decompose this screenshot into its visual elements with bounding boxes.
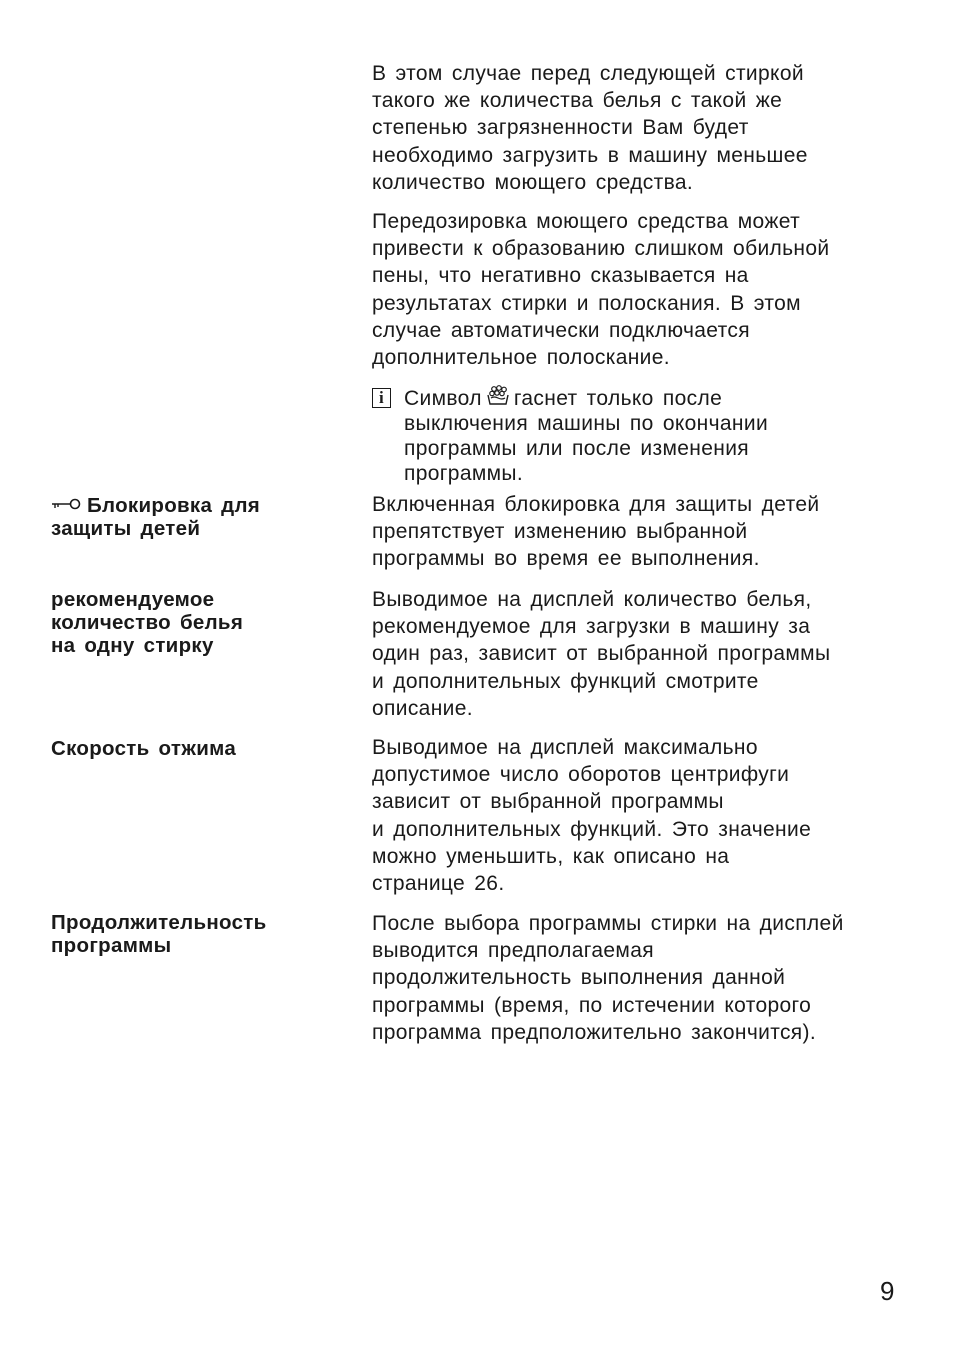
section-heading-program-duration: Продолжительность программы [51,911,267,957]
key-icon [51,498,81,510]
info-icon: i [372,388,391,408]
intro-paragraph-1: В этом случае перед следующей стиркой такого же количества белья с такой же степенью загрязненности Вам будет необходимо загрузить в машину меньшее количество моющего средства. [372,62,808,194]
page-number: 9 [880,1276,895,1306]
section-heading-recommended-load: рекомендуемое количество белья на одну стирку [51,588,244,657]
section-text-recommended-load: Выводимое на дисплей количество белья, рекомендуемое для загрузки в машину за один раз, зависит от выбранной программы и дополнительных функций смотрите описание. [372,588,831,720]
intro-paragraph-2: Передозировка моющего средства может привести к образованию слишком обильной пены, что негативно сказывается на результатах стирки и полоскания. В этом случае автоматически подключается дополнительное полоскание. [372,210,830,370]
section-text-child-lock: Включенная блокировка для защиты детей препятствует изменению выбранной программы во время ее выполнения. [372,493,820,571]
section-text-program-duration: После выбора программы стирки на дисплей выводится предполагаемая продолжительность выполнения данной программы (время, по истечении которого программа предположительно закончится). [372,912,844,1044]
section-heading-child-lock: Блокировка для защиты детей [51,494,261,540]
foam-symbol-icon [486,385,510,407]
section-heading-spin-speed: Скорость отжима [51,737,237,760]
section-text-spin-speed: Выводимое на дисплей максимально допустимое число оборотов центрифуги зависит от выбранной программы и дополнительных функций. Это значение можно уменьшить, как описано на странице 26. [372,736,812,896]
info-note-text: Символ гаснет только после выключения машины по окончании программы или после изменения программы. [404,387,769,485]
